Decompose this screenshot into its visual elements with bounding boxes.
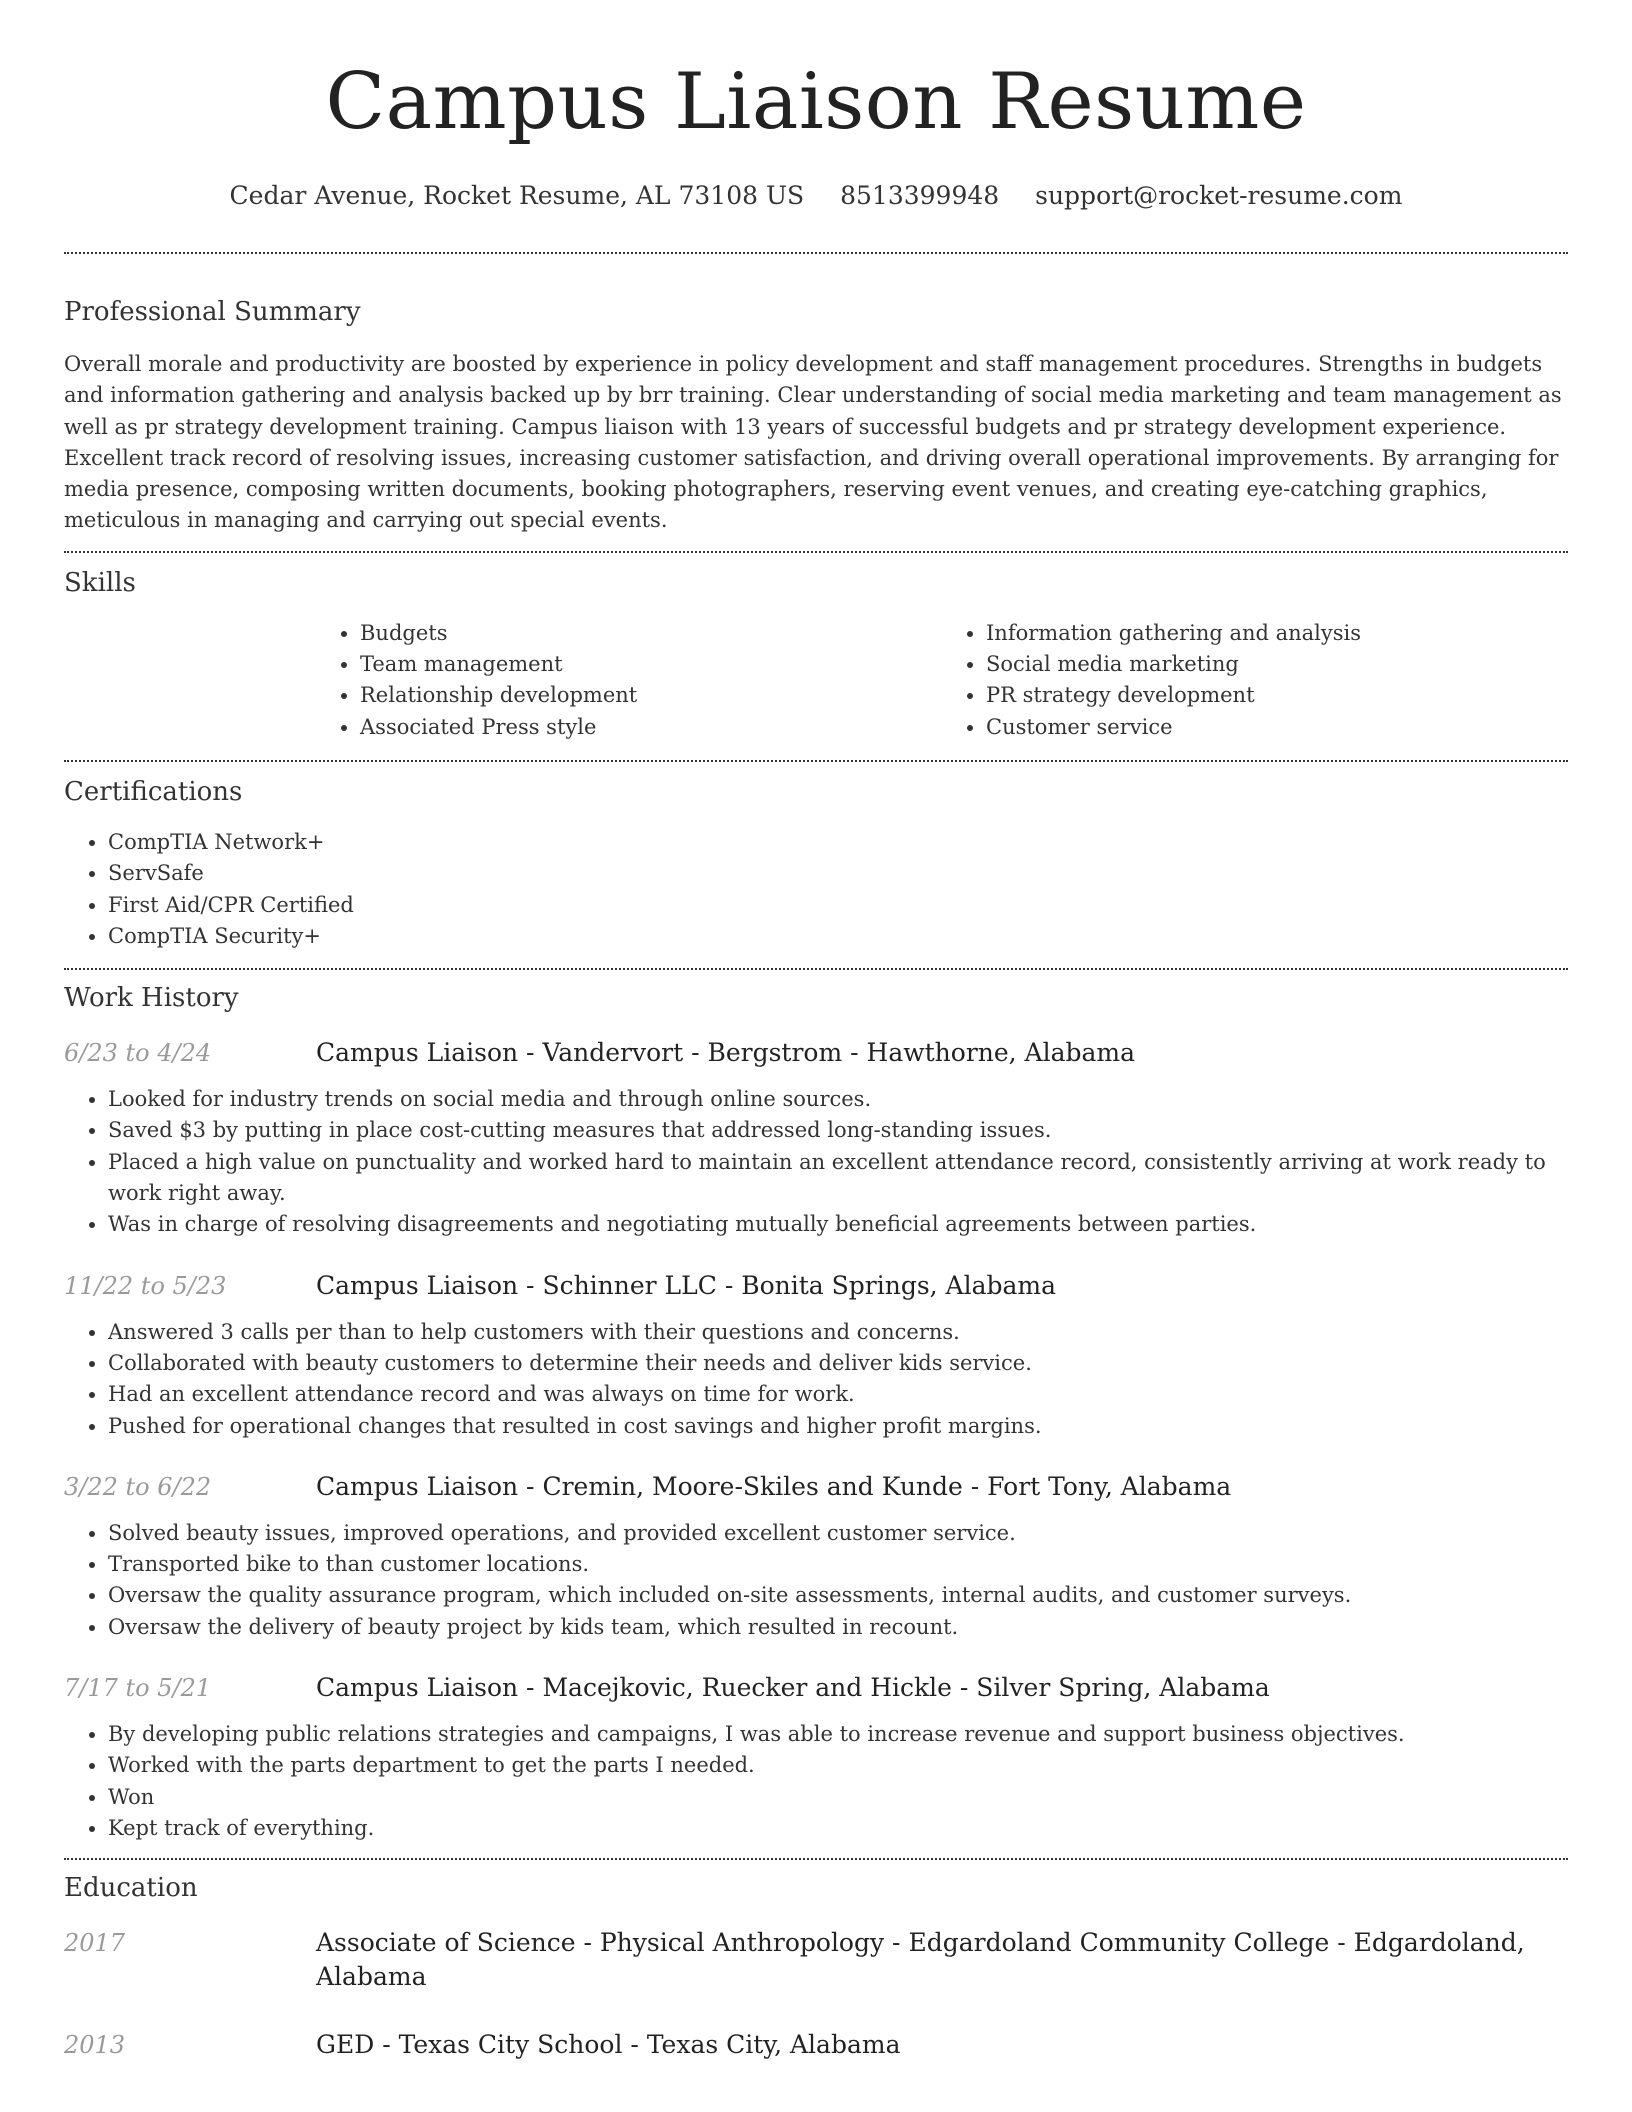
job-entry <box>64 1671 1568 1844</box>
job-bullet: • Solved beauty issues, improved operations, and provided excellent customer service. <box>108 1518 1568 1549</box>
job-bullets <box>64 1518 1568 1643</box>
skill-item: • Information gathering and analysis <box>986 618 1568 649</box>
job-bullet: • Kept track of everything. <box>108 1813 1568 1844</box>
job-dates: 7/17 to 5/21 <box>64 1674 212 1703</box>
education-entry <box>64 1926 1568 1994</box>
skills-grid <box>316 618 1568 743</box>
job-dates: 6/23 to 4/24 <box>64 1039 212 1068</box>
work-heading: Work History <box>64 983 239 1014</box>
job-bullet: • Was in charge of resolving disagreements and negotiating mutually beneficial agreements between parties. <box>108 1209 1568 1240</box>
job-header <box>64 1671 1568 1705</box>
certifications-heading: Certifications <box>64 776 243 807</box>
resume-title: Campus Liaison Resume <box>325 57 1307 147</box>
skills-heading: Skills <box>64 567 136 598</box>
job-dates: 11/22 to 5/23 <box>64 1271 227 1300</box>
education-year: 2013 <box>64 2031 126 2060</box>
job-bullet: • Saved $3 by putting in place cost-cutting measures that addressed long-standing issues. <box>108 1115 1568 1146</box>
certification-item: • CompTIA Network+ <box>108 827 1568 858</box>
job-bullet: • Collaborated with beauty customers to determine their needs and deliver kids service. <box>108 1348 1568 1379</box>
contact-email: support@rocket-resume.com <box>1035 181 1403 210</box>
job-bullet: • Had an excellent attendance record and was always on time for work. <box>108 1379 1568 1410</box>
job-bullet: • Answered 3 calls per than to help customers with their questions and concerns. <box>108 1317 1568 1348</box>
job-dates: 3/22 to 6/22 <box>64 1472 212 1501</box>
job-title: Campus Liaison - Vandervort - Bergstrom - Hawthorne, Alabama <box>316 1038 1136 1068</box>
education-entry <box>64 2028 1568 2062</box>
skill-item: • Relationship development <box>360 680 942 711</box>
job-entry <box>64 1269 1568 1442</box>
job-title: Campus Liaison - Cremin, Moore-Skiles and Kunde - Fort Tony, Alabama <box>316 1471 1232 1501</box>
certification-item: • First Aid/CPR Certified <box>108 890 1568 921</box>
skill-item: • Customer service <box>986 712 1568 743</box>
job-bullet: • Transported bike to than customer locations. <box>108 1549 1568 1580</box>
job-bullet: • By developing public relations strategies and campaigns, I was able to increase revenue and support business objectives. <box>108 1719 1568 1750</box>
job-bullet: • Pushed for operational changes that resulted in cost savings and higher profit margins. <box>108 1411 1568 1442</box>
job-bullets <box>64 1084 1568 1240</box>
job-bullet: • Placed a high value on punctuality and worked hard to maintain an excellent attendance record, consistently arriving at work ready to work right away. <box>108 1147 1568 1210</box>
contact-address: Cedar Avenue, Rocket Resume, AL 73108 US <box>229 181 805 210</box>
job-bullets <box>64 1317 1568 1442</box>
education-heading: Education <box>64 1873 198 1904</box>
job-entry <box>64 1470 1568 1643</box>
contact-line <box>64 178 1568 214</box>
job-header <box>64 1470 1568 1504</box>
certifications-section <box>64 762 1568 952</box>
skill-item: • Social media marketing <box>986 649 1568 680</box>
job-header <box>64 1269 1568 1303</box>
education-section <box>64 1860 1568 2062</box>
summary-heading: Professional Summary <box>64 297 361 327</box>
skill-item: • PR strategy development <box>986 680 1568 711</box>
skill-item: • Associated Press style <box>360 712 942 743</box>
job-bullets <box>64 1719 1568 1844</box>
contact-phone: 8513399948 <box>840 181 1000 210</box>
job-bullet: • Worked with the parts department to get the parts I needed. <box>108 1750 1568 1781</box>
job-bullet: • Won <box>108 1782 1568 1813</box>
skills-list-right <box>942 618 1568 743</box>
certification-item: • CompTIA Security+ <box>108 921 1568 952</box>
skill-item: • Team management <box>360 649 942 680</box>
summary-section <box>64 254 1568 537</box>
job-bullet: • Looked for industry trends on social media and through online sources. <box>108 1084 1568 1115</box>
job-title: Campus Liaison - Schinner LLC - Bonita Springs, Alabama <box>316 1270 1057 1300</box>
skill-item: • Budgets <box>360 618 942 649</box>
skills-list-left <box>316 618 942 743</box>
certifications-list <box>64 827 1568 952</box>
job-bullet: • Oversaw the delivery of beauty project by kids team, which resulted in recount. <box>108 1612 1568 1643</box>
summary-text: Overall morale and productivity are boosted by experience in policy development and staff management procedures. Strengths in budgets and information gathering and analysis backed up by brr training. Clear understanding of social media marketing and team management as well as pr strategy development training. Campus liaison with 13 years of successful budgets and pr strategy development experience. Excellent track record of resolving issues, increasing customer satisfaction, and driving overall operational improvements. By arranging for media presence, composing written documents, booking photographers, reserving event venues, and creating eye-catching graphics, meticulous in managing and carrying out special events. <box>64 352 1562 533</box>
work-section <box>64 970 1568 1844</box>
skills-section <box>64 553 1568 743</box>
job-header <box>64 1036 1568 1070</box>
education-year: 2017 <box>64 1929 126 1958</box>
job-title: Campus Liaison - Macejkovic, Ruecker and Hickle - Silver Spring, Alabama <box>316 1673 1270 1703</box>
job-bullet: • Oversaw the quality assurance program, which included on-site assessments, internal audits, and customer surveys. <box>108 1580 1568 1611</box>
education-title: Associate of Science - Physical Anthropology - Edgardoland Community College - Edgardoland, Alabama <box>316 1928 1525 1992</box>
education-title: GED - Texas City School - Texas City, Alabama <box>316 2030 901 2060</box>
job-entry <box>64 1036 1568 1240</box>
certification-item: • ServSafe <box>108 858 1568 889</box>
